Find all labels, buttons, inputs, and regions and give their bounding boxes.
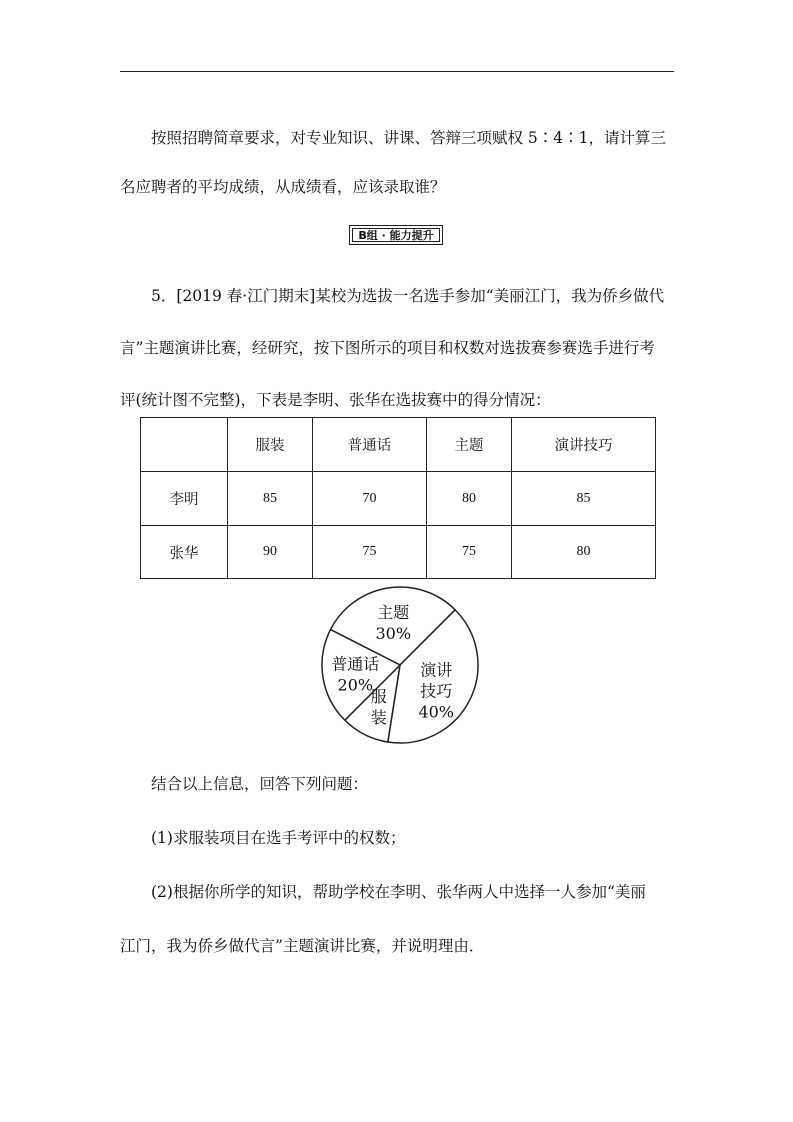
table-row-name: 李明 [141, 472, 228, 526]
pie-slice-label: 普通话 [331, 654, 380, 674]
pie-slice-label: 技巧 [420, 681, 453, 701]
table-row [141, 526, 656, 579]
pie-slice-label: 主题 [377, 603, 410, 623]
table-cell: 75 [313, 526, 427, 579]
table-cell: 90 [228, 526, 313, 579]
table-cell: 80 [427, 472, 512, 526]
pie-slice-label: 装 [370, 708, 387, 728]
table-header-cell: 演讲技巧 [512, 418, 656, 472]
table-cell: 70 [313, 472, 427, 526]
problem5-line3: 评(统计图不完整)，下表是李明、张华在选拔赛中的得分情况： [120, 391, 551, 409]
table-row-name: 张华 [141, 526, 228, 579]
table-header-cell: 普通话 [313, 418, 427, 472]
problem5-line2: 言”主题演讲比赛，经研究，按下图所示的项目和权数对选拔赛参赛选手进行考 [120, 339, 655, 357]
table-cell: 85 [228, 472, 313, 526]
question-2-line1: (2)根据你所学的知识，帮助学校在李明、张华两人中选择一人参加“美丽 [151, 883, 646, 901]
table-header-row [141, 418, 656, 472]
table-cell: 75 [427, 526, 512, 579]
section-badge [349, 225, 443, 245]
problem4-line2: 名应聘者的平均成绩，从成绩看，应该录取谁？ [120, 178, 446, 196]
problem5-line1: 5．[2019 春·江门期末]某校为选拔一名选手参加“美丽江门，我为侨乡做代 [151, 287, 665, 305]
pie-slice-label: 服 [370, 687, 387, 707]
table-header-cell: 服装 [228, 418, 313, 472]
table-header-cell [141, 418, 228, 472]
pie-slice-label: 40% [418, 702, 455, 722]
table-row [141, 472, 656, 526]
pie-slice-label: 30% [375, 624, 412, 644]
question-1: (1)求服装项目在选手考评中的权数； [151, 829, 406, 847]
problem4-line1: 按照招聘简章要求，对专业知识、讲课、答辩三项赋权 5∶4∶1，请计算三 [151, 129, 667, 147]
question-intro: 结合以上信息，回答下列问题： [151, 775, 369, 793]
pie-slice-label: 20% [337, 675, 374, 695]
table-cell: 85 [512, 472, 656, 526]
header-rule [120, 71, 674, 72]
table-header-cell: 主题 [427, 418, 512, 472]
pie-chart [320, 584, 480, 746]
question-2-line2: 江门，我为侨乡做代言”主题演讲比赛，并说明理由． [120, 937, 485, 955]
pie-slice-label: 演讲 [420, 660, 453, 680]
section-badge-label: B组 · 能力提升 [352, 228, 440, 242]
score-table [140, 417, 656, 579]
table-cell: 80 [512, 526, 656, 579]
